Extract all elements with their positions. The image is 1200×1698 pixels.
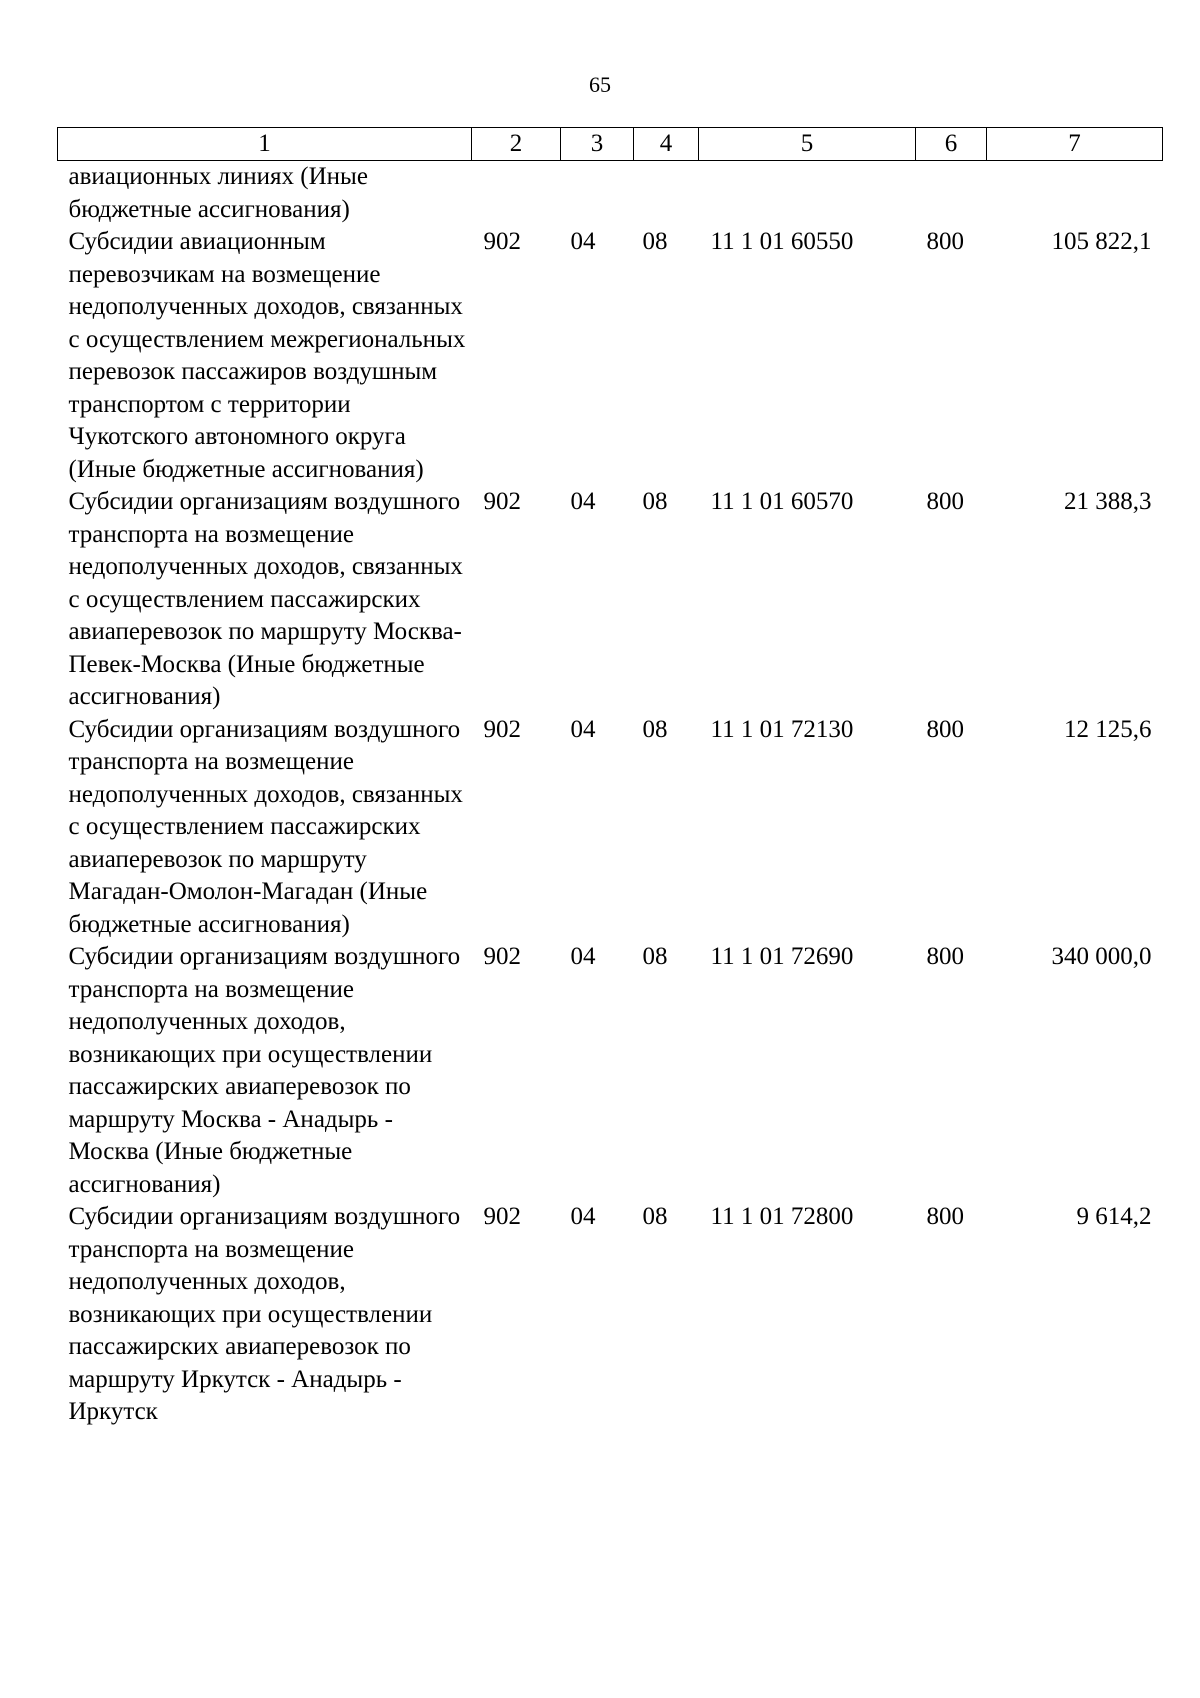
expense-type-cell: 800	[926, 1203, 964, 1230]
target-article-cell: 11 1 01 72690	[710, 943, 854, 970]
table-row	[58, 226, 1163, 486]
admin-code-cell: 902	[483, 488, 521, 515]
target-article-cell: 11 1 01 60570	[710, 488, 854, 515]
subsection-cell: 08	[642, 715, 668, 743]
subsection-cell	[634, 161, 699, 227]
page-number: 65	[589, 72, 611, 97]
subsection-cell: 08	[642, 943, 668, 970]
column-header-6: 6	[916, 128, 987, 161]
section-cell: 04	[570, 488, 596, 515]
section-cell	[561, 161, 634, 227]
target-article-cell: 11 1 01 72130	[710, 715, 854, 743]
amount-cell: 9 614,2	[1076, 1203, 1152, 1230]
table-row	[58, 714, 1163, 942]
expense-type-cell	[916, 161, 987, 227]
admin-code-cell: 902	[483, 943, 521, 970]
expense-type-cell: 800	[926, 488, 964, 515]
amount-cell: 21 388,3	[1064, 488, 1152, 515]
column-header-1: 1	[58, 128, 472, 161]
amount-cell: 105 822,1	[1051, 228, 1152, 255]
column-header-7: 7	[987, 128, 1163, 161]
target-article-cell: 11 1 01 72800	[710, 1203, 854, 1230]
subsection-cell: 08	[642, 228, 668, 255]
table-row	[58, 161, 1163, 227]
row-name-cell: Субсидии организациям воздушного транспорта на возмещение недополученных доходов, возникающих при осуществлении пассажирских авиаперевозок по маршруту Москва - Анадырь - Москва (Иные бюджетные ассигнования)	[68, 943, 461, 1198]
admin-code-cell: 902	[483, 715, 521, 743]
table-row	[58, 941, 1163, 1201]
column-header-4: 4	[634, 128, 699, 161]
admin-code-cell: 902	[483, 1203, 521, 1230]
table-row	[58, 486, 1163, 714]
row-name-cell: Субсидии организациям воздушного транспорта на возмещение недополученных доходов, связанных с осуществлением пассажирских авиаперевозок по маршруту Магадан-Омолон-Магадан (Иные бюджетные ассигнования)	[68, 715, 463, 938]
target-article-cell	[699, 161, 916, 227]
column-header-3: 3	[561, 128, 634, 161]
section-cell: 04	[570, 228, 596, 255]
row-name-cell: авиационных линиях (Иные бюджетные ассигнования)	[68, 163, 368, 223]
target-article-cell: 11 1 01 60550	[710, 228, 854, 255]
admin-code-cell: 902	[483, 228, 521, 255]
amount-cell	[987, 161, 1163, 227]
section-cell: 04	[570, 1203, 596, 1230]
expense-type-cell: 800	[926, 228, 964, 255]
row-name-cell: Субсидии авиационным перевозчикам на возмещение недополученных доходов, связанных с осуществлением межрегиональных перевозок пассажиров воздушным транспортом с территории Чукотского автономного округа (Иные бюджетные ассигнования)	[68, 228, 466, 483]
row-name-cell: Субсидии организациям воздушного транспорта на возмещение недополученных доходов, связанных с осуществлением пассажирских авиаперевозок по маршруту Москва-Певек-Москва (Иные бюджетные ассигнования)	[68, 488, 463, 710]
subsection-cell: 08	[642, 488, 668, 515]
admin-code-cell	[472, 161, 561, 227]
row-name-cell: Субсидии организациям воздушного транспорта на возмещение недополученных доходов, возникающих при осуществлении пассажирских авиаперевозок по маршруту Иркутск - Анадырь - Иркутск	[68, 1203, 461, 1425]
expense-type-cell: 800	[926, 943, 964, 970]
section-cell: 04	[570, 943, 596, 970]
budget-table	[57, 127, 1163, 1429]
section-cell: 04	[570, 715, 596, 743]
subsection-cell: 08	[642, 1203, 668, 1230]
column-header-2: 2	[472, 128, 561, 161]
amount-cell: 12 125,6	[1064, 715, 1152, 743]
table-header-row	[58, 128, 1163, 161]
expense-type-cell: 800	[926, 715, 964, 743]
column-header-5: 5	[699, 128, 916, 161]
amount-cell: 340 000,0	[1051, 943, 1152, 970]
table-row	[58, 1201, 1163, 1429]
